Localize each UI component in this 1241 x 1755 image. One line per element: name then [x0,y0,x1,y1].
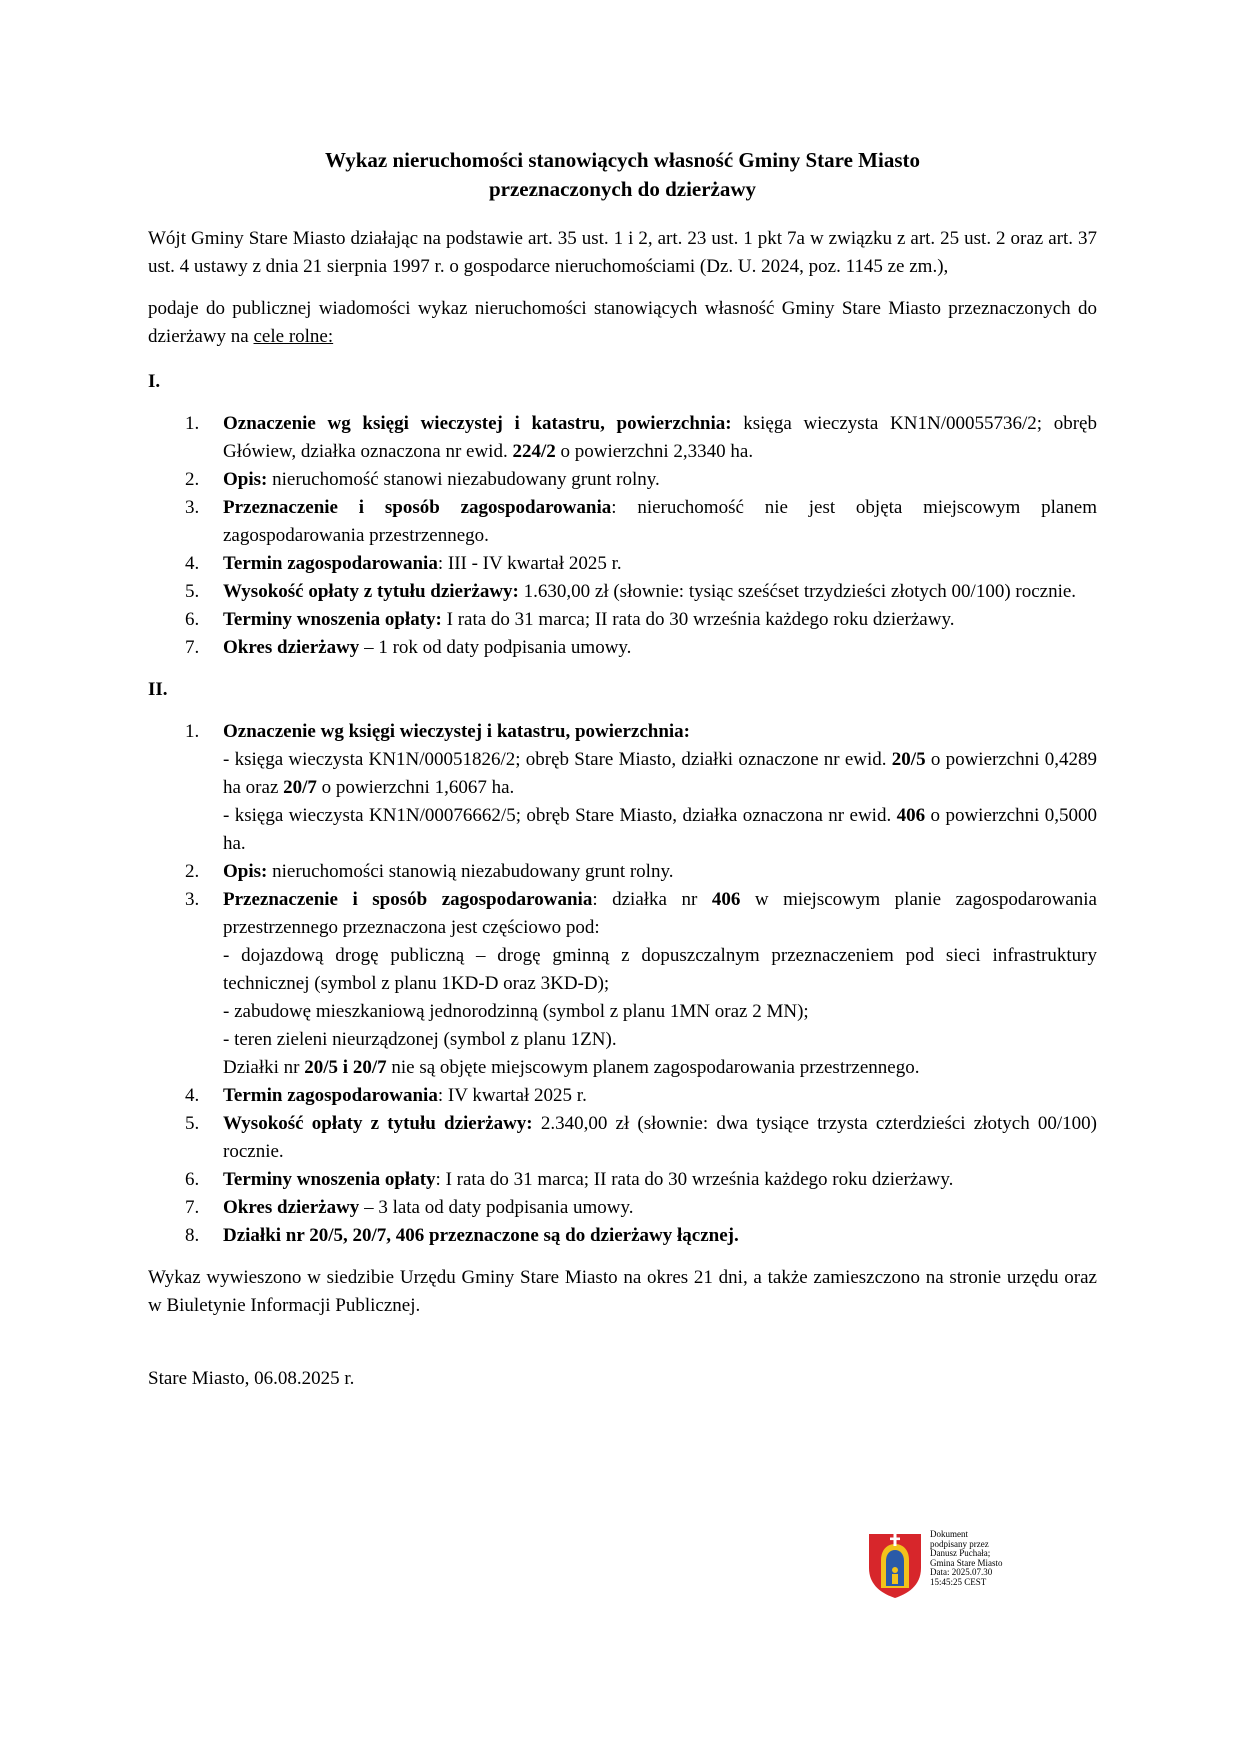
signature-line: Gmina Stare Miasto [930,1557,1003,1568]
item-text: nie są objęte miejscowym planem zagospodarowania przestrzennego. [386,1057,920,1078]
item-text: o powierzchni 1,6067 ha. [316,777,515,798]
item-number: 2. [185,469,200,490]
item-label: Okres dzierżawy [223,1197,360,1218]
item-label: Działki nr 20/5, 20/7, 406 przeznaczone są do dzierżawy łącznej. [223,1225,739,1246]
list-item [148,1222,1097,1250]
coat-of-arms-icon [865,1530,925,1600]
item-label: Przeznaczenie i sposób zagospodarowania [223,497,612,518]
item-text: o powierzchni 0,5000 ha. [223,805,1098,854]
item-text: : nieruchomość nie jest objęta miejscowym planem zagospodarowania przestrzennego. [223,497,1097,546]
parcel-number: 20/5 [891,749,926,770]
item-text: - księga wieczysta KN1N/00051826/2; obręb Stare Miasto, działki oznaczone nr ewid. [223,749,892,770]
item-label: Okres dzierżawy [223,637,360,658]
land-register-entry-2 [223,802,1097,858]
parcel-number: 20/7 [283,777,317,798]
list-item [148,1110,1097,1166]
list-item [148,1194,1097,1222]
item-text: nieruchomości stanowią niezabudowany grunt rolny. [267,861,674,882]
signature-line: Dokument [930,1529,968,1539]
parcel-number: 224/2 [512,441,556,462]
notice-purpose: cele rolne: [253,326,334,347]
list-item [148,466,1097,494]
list-item [148,550,1097,578]
list-item [148,718,1097,858]
item-text: nieruchomość stanowi niezabudowany grunt rolny. [267,469,660,490]
item-label: Terminy wnoszenia opłaty: [223,609,442,630]
item-label: Opis: [223,861,268,882]
item-label: Wysokość opłaty z tytułu dzierżawy: [223,1113,533,1134]
item-number: 6. [185,1169,200,1190]
list-item [148,606,1097,634]
item-text: – 3 lata od daty podpisania umowy. [359,1197,634,1218]
signature-text [930,1530,1045,1587]
signature-line: Danusz Puchała; [930,1548,991,1558]
section-heading-2: II. [148,679,168,700]
item-number: 5. [185,1113,200,1134]
item-text: I rata do 31 marca; II rata do 30 września każdego roku dzierżawy. [441,609,955,630]
item-label: Opis: [223,469,268,490]
parcel-number: 406 [896,805,926,826]
list-item [148,634,1097,662]
signature-line: podpisany przez [930,1538,989,1549]
section-1-list [148,410,1097,662]
item-label: Termin zagospodarowania [223,1085,438,1106]
item-text: Działki nr [223,1057,305,1078]
item-number: 1. [185,721,200,742]
document-page [148,146,1097,1393]
item-text: o powierzchni 0,4289 ha oraz [223,749,1098,798]
place-date: Stare Miasto, 06.08.2025 r. [148,1368,355,1389]
list-item [148,1166,1097,1194]
list-item [148,578,1097,606]
item-text: : działka nr [592,889,712,910]
item-text: : III - IV kwartał 2025 r. [437,553,622,574]
item-label: Oznaczenie wg księgi wieczystej i katastru, powierzchnia: [223,413,732,434]
parcel-number: 406 [711,889,741,910]
item-number: 1. [185,413,200,434]
item-label: Terminy wnoszenia opłaty [223,1169,436,1190]
item-number: 3. [185,889,200,910]
item-text: – 1 rok od daty podpisania umowy. [359,637,632,658]
item-number: 4. [185,1085,200,1106]
land-register-entry-1 [223,746,1097,802]
item-number: 4. [185,553,200,574]
item-number: 6. [185,609,200,630]
zoning-line: - teren zieleni nieurządzonej (symbol z planu 1ZN). [223,1029,617,1050]
item-number: 8. [185,1225,200,1246]
item-text: : IV kwartał 2025 r. [437,1085,587,1106]
zoning-note [223,1054,1097,1082]
section-2-list [148,718,1097,1250]
list-item [148,494,1097,550]
section-heading-1: I. [148,371,161,392]
item-text: : I rata do 31 marca; II rata do 30 września każdego roku dzierżawy. [435,1169,954,1190]
item-label: Przeznaczenie i sposób zagospodarowania [223,889,593,910]
list-item [148,858,1097,886]
item-text: 1.630,00 zł (słownie: tysiąc sześćset trzydzieści złotych 00/100) rocznie. [518,581,1077,602]
closing-paragraph: Wykaz wywieszono w siedzibie Urzędu Gminy Stare Miasto na okres 21 dni, a także zamieszczono na stronie urzędu oraz w Biuletynie Informacji Publicznej. [148,1267,1097,1316]
item-number: 3. [185,497,200,518]
title-line-2: przeznaczonych do dzierżawy [488,177,757,201]
list-item [148,410,1097,466]
list-item [148,1082,1097,1110]
item-number: 7. [185,637,200,658]
item-number: 2. [185,861,200,882]
intro-paragraph: Wójt Gminy Stare Miasto działając na podstawie art. 35 ust. 1 i 2, art. 23 ust. 1 pkt 7a w związku z art. 25 ust. 2 oraz art. 37 ust. 4 ustawy z dnia 21 sierpnia 1997 r. o gospodarce nieruchomościami (Dz. U. 2024, poz. 1145 ze zm.), [148,228,1097,277]
signature-line: 15:45:25 CEST [930,1576,987,1587]
notice-text: podaje do publicznej wiadomości wykaz nieruchomości stanowiących własność Gminy Stare Miasto przeznaczonych do dzierżawy na [148,298,1097,347]
item-number: 5. [185,581,200,602]
item-text: w miejscowym planie zagospodarowania przestrzennego przeznaczona jest częściowo pod: [223,889,1097,938]
item-text: księga wieczysta KN1N/00055736/2; obręb Główiew, działka oznaczona nr ewid. [223,413,1097,462]
notice-paragraph [148,295,1097,351]
signature-line: Data: 2025.07.30 [930,1567,993,1577]
electronic-signature[interactable] [865,1530,1045,1600]
item-text: - księga wieczysta KN1N/00076662/5; obręb Stare Miasto, działka oznaczona nr ewid. [223,805,897,826]
document-title [148,146,1097,204]
item-number: 7. [185,1197,200,1218]
zoning-line: - zabudowę mieszkaniową jednorodzinną (symbol z planu 1MN oraz 2 MN); [223,1001,809,1022]
item-text: 2.340,00 zł (słownie: dwa tysiące trzysta czterdzieści złotych 00/100) rocznie. [223,1113,1097,1162]
item-text: o powierzchni 2,3340 ha. [555,441,754,462]
zoning-line: - dojazdową drogę publiczną – drogę gminną z dopuszczalnym przeznaczeniem pod sieci infrastruktury technicznej (symbol z planu 1KD-D oraz 3KD-D); [223,945,1097,994]
item-label: Termin zagospodarowania [223,553,438,574]
parcel-number: 20/5 i 20/7 [304,1057,387,1078]
list-item [148,886,1097,1082]
item-label: Wysokość opłaty z tytułu dzierżawy: [223,581,519,602]
title-line-1: Wykaz nieruchomości stanowiących własność Gminy Stare Miasto [325,148,920,172]
item-label: Oznaczenie wg księgi wieczystej i katastru, powierzchnia: [223,721,690,742]
